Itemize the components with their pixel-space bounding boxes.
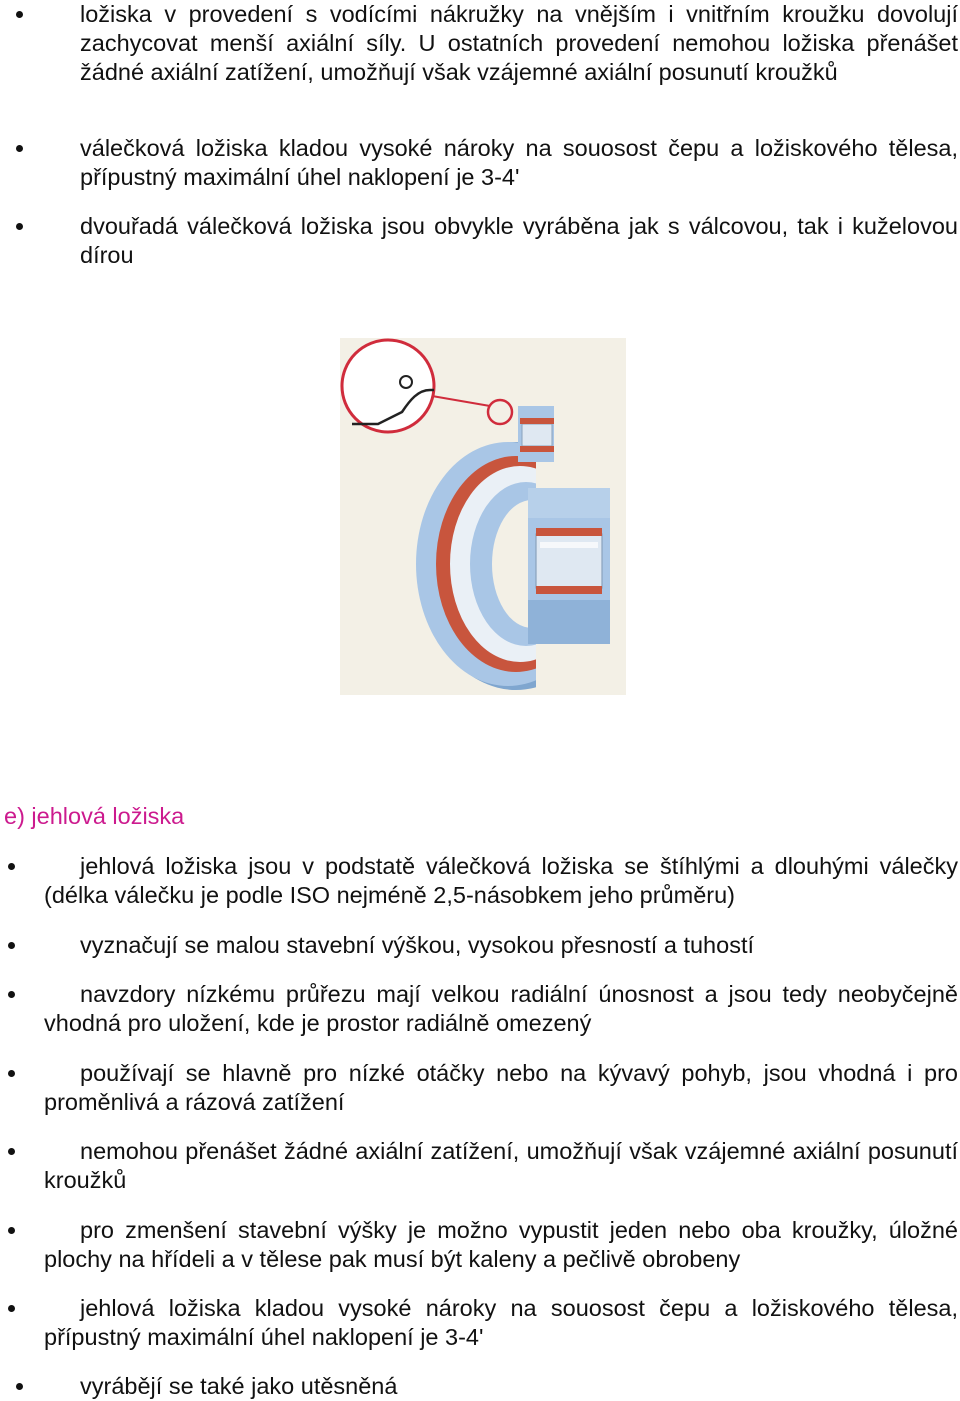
list-item <box>80 1372 958 1401</box>
bullet-icon <box>16 145 23 152</box>
bullet-icon <box>16 223 23 230</box>
list-item-text: nemohou přenášet žádné axiální zatížení, umožňují však vzájemné axiální posunutí kroužků <box>44 1138 958 1193</box>
list-item-text: jehlová ložiska jsou v podstatě válečková ložiska se štíhlými a dlouhými válečky (délka válečku je podle ISO nejméně 2,5-násobkem jeho průměru) <box>44 853 958 908</box>
list-item-text: vyrábějí se také jako utěsněná <box>80 1373 398 1399</box>
bullet-icon <box>16 1383 23 1390</box>
bullet-icon <box>16 11 23 18</box>
bullet-icon <box>8 1305 15 1312</box>
list-item-text: navzdory nízkému průřezu mají velkou radiální únosnost a jsou tedy neobyčejně vhodná pro uložení, kde je prostor radiálně omezený <box>44 981 958 1036</box>
list-item-text: dvouřadá válečková ložiska jsou obvykle vyráběna jak s válcovou, tak i kuželovou dírou <box>80 213 958 268</box>
bullet-icon <box>8 1070 15 1077</box>
list-item-text: jehlová ložiska kladou vysoké nároky na souosost čepu a ložiskového tělesa, přípustný maximální úhel naklopení je 3-4' <box>44 1295 958 1350</box>
cylindrical-roller-bearing-icon <box>340 338 626 695</box>
bullet-icon <box>8 1148 15 1155</box>
bearing-figure <box>340 338 626 695</box>
list-item <box>44 1059 958 1117</box>
list-item <box>80 0 958 87</box>
bullet-icon <box>8 863 15 870</box>
list-item <box>44 852 958 910</box>
list-item <box>44 1137 958 1195</box>
list-item-text: vyznačují se malou stavební výškou, vysokou přesností a tuhostí <box>80 932 755 958</box>
list-item-text: ložiska v provedení s vodícími nákružky na vnějším i vnitřním kroužku dovolují zachycovat menší axiální síly. U ostatních provedení nemohou ložiska přenášet žádné axiální zatížení, umožňují však vzájemné axiální posunutí kroužků <box>80 1 958 85</box>
list-item <box>80 134 958 192</box>
bullet-icon <box>8 1227 15 1234</box>
section-heading: e) jehlová ložiska <box>4 803 185 829</box>
list-item <box>80 212 958 270</box>
bullet-icon <box>8 991 15 998</box>
list-item-text: pro zmenšení stavební výšky je možno vypustit jeden nebo oba kroužky, úložné plochy na hřídeli a v tělese pak musí být kaleny a pečlivě obrobeny <box>44 1217 958 1272</box>
list-item-text: válečková ložiska kladou vysoké nároky na souosost čepu a ložiskového tělesa, přípustný maximální úhel naklopení je 3-4' <box>80 135 958 190</box>
list-item <box>44 1294 958 1352</box>
list-item <box>44 980 958 1038</box>
list-item <box>44 1216 958 1274</box>
bullet-icon <box>8 942 15 949</box>
list-item <box>44 931 958 960</box>
list-item-text: používají se hlavně pro nízké otáčky nebo na kývavý pohyb, jsou vhodná i pro proměnlivá a rázová zatížení <box>44 1060 958 1115</box>
